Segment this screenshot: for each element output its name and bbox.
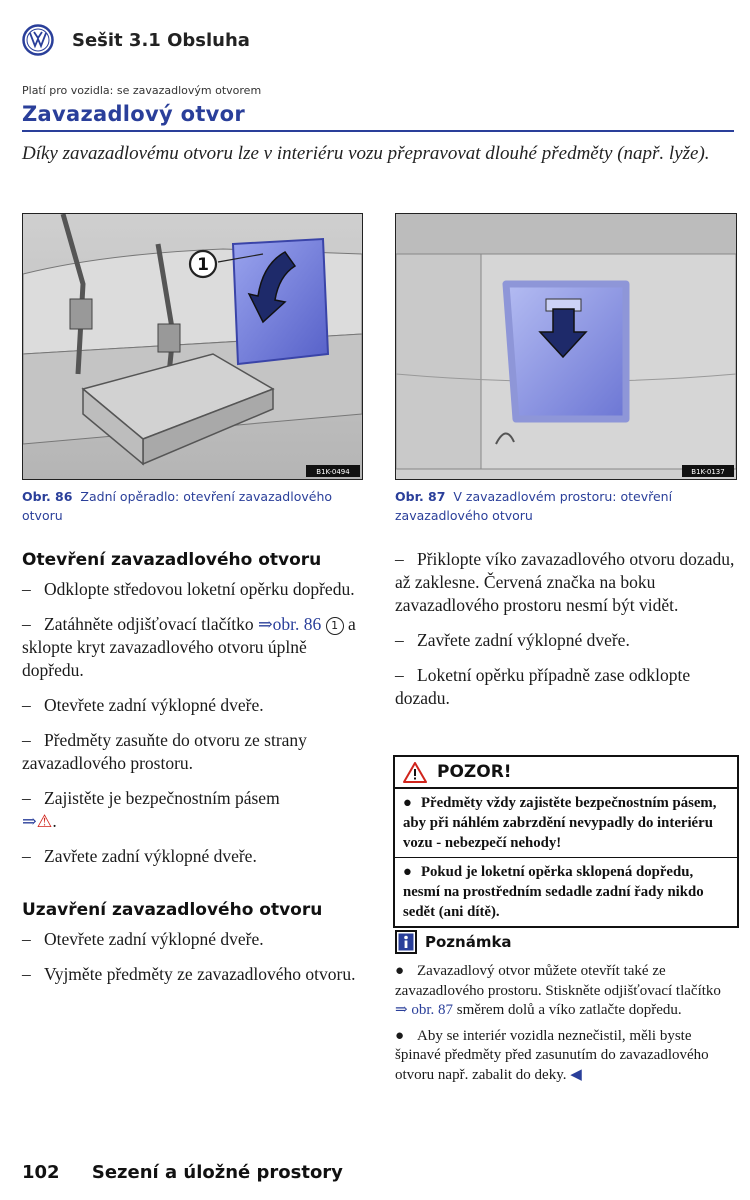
warning-box [393,755,739,928]
title-rule [22,130,734,132]
figure-87-link[interactable]: obr. 87 [411,1002,453,1018]
warning-link-icon[interactable]: ⚠ [36,811,53,831]
applies-to-note: Platí pro vozidla: se zavazadlovým otvorem [22,84,262,97]
close-step: – Otevřete zadní výklopné dveře. [22,929,264,949]
figure-86-caption-text: Zadní opěradlo: otevření zavazadlového otvoru [22,489,333,523]
section-end-icon: ◀ [570,1066,582,1083]
page-number: 102 [22,1162,60,1183]
note-item: ● Zavazadlový otvor můžete otevřít také ze zavazadlového prostoru. Stiskněte odjišťovací tlačítko ⇒ obr. 87 směrem dolů a víko zatlačte dopředu. [395,963,721,1018]
page-footer [22,1162,343,1183]
note-title: Poznámka [425,933,512,951]
callout-1-ref-icon: 1 [326,617,344,635]
vw-logo-icon [22,24,54,56]
warning-item: ● Předměty vždy zajistěte bezpečnostním pásem, aby při náhlém zabrzdění nevypadly do interiéru vozu - nebezpečí nehody! [403,795,717,851]
section-title: Sešit 3.1 Obsluha [72,29,250,51]
figure-86-code: B1K-0494 [316,468,350,476]
close-section-heading: Uzavření zavazadlového otvoru [22,900,323,920]
figure-86-label: Obr. 86 [22,489,73,504]
figure-87-image [395,213,737,480]
open-step: – Otevřete zadní výklopné dveře. [22,695,264,715]
figure-86-link[interactable]: obr. 86 [272,614,322,634]
warning-triangle-icon [403,762,427,783]
open-step: – Zavřete zadní výklopné dveře. [22,846,257,866]
page-header [22,22,250,58]
right-steps-list [395,548,735,722]
figure-87-caption [395,487,735,525]
open-step: – Zajistěte je bezpečnostním pásem ⇒⚠. [22,788,280,831]
open-step: – Odklopte středovou loketní opěrku dopředu. [22,579,355,599]
note-list [395,962,735,1091]
intro-text: Díky zavazadlovému otvoru lze v interiéru vozu přepravovat dlouhé předměty (např. lyže). [22,143,710,164]
warning-header [395,757,737,789]
right-step: – Loketní opěrku případně zase odklopte dozadu. [395,665,691,708]
figure-87-label: Obr. 87 [395,489,446,504]
note-item: ● Aby se interiér vozidla neznečistil, měli byste špinavé předměty před zasunutím do zavazadlového otvoru např. zabalit do deky. ◀ [395,1027,709,1083]
close-steps-list [22,928,357,998]
warning-item: ● Pokud je loketní opěrka sklopená dopředu, nesmí na prostředním sedadle zadní řady nikdo sedět (ani dítě). [395,857,737,926]
warning-title: POZOR! [437,762,512,782]
open-step: – Předměty zasuňte do otvoru ze strany zavazadlového prostoru. [22,730,307,773]
info-icon [395,930,417,954]
close-step: – Vyjměte předměty ze zavazadlového otvoru. [22,964,356,984]
note-header [395,930,512,954]
figure-86-image [22,213,363,480]
chapter-title: Sezení a úložné prostory [91,1162,343,1183]
right-step: – Přiklopte víko zavazadlového otvoru dozadu, až zaklesne. Červená značka na boku zavazadlového prostoru nesmí být vidět. [395,549,735,615]
right-step: – Zavřete zadní výklopné dveře. [395,630,630,650]
callout-1-label: 1 [197,255,209,275]
page-title: Zavazadlový otvor [22,102,246,126]
figure-86-caption [22,487,361,525]
open-steps-list [22,578,357,880]
figure-87-caption-text: V zavazadlovém prostoru: otevření zavazadlového otvoru [395,489,673,523]
figure-87-code: B1K-0137 [691,468,725,476]
open-step: – Zatáhněte odjišťovací tlačítko ⇒obr. 86 1 a sklopte kryt zavazadlového otvoru úplně dopředu. [22,614,356,680]
open-section-heading: Otevření zavazadlového otvoru [22,550,322,570]
